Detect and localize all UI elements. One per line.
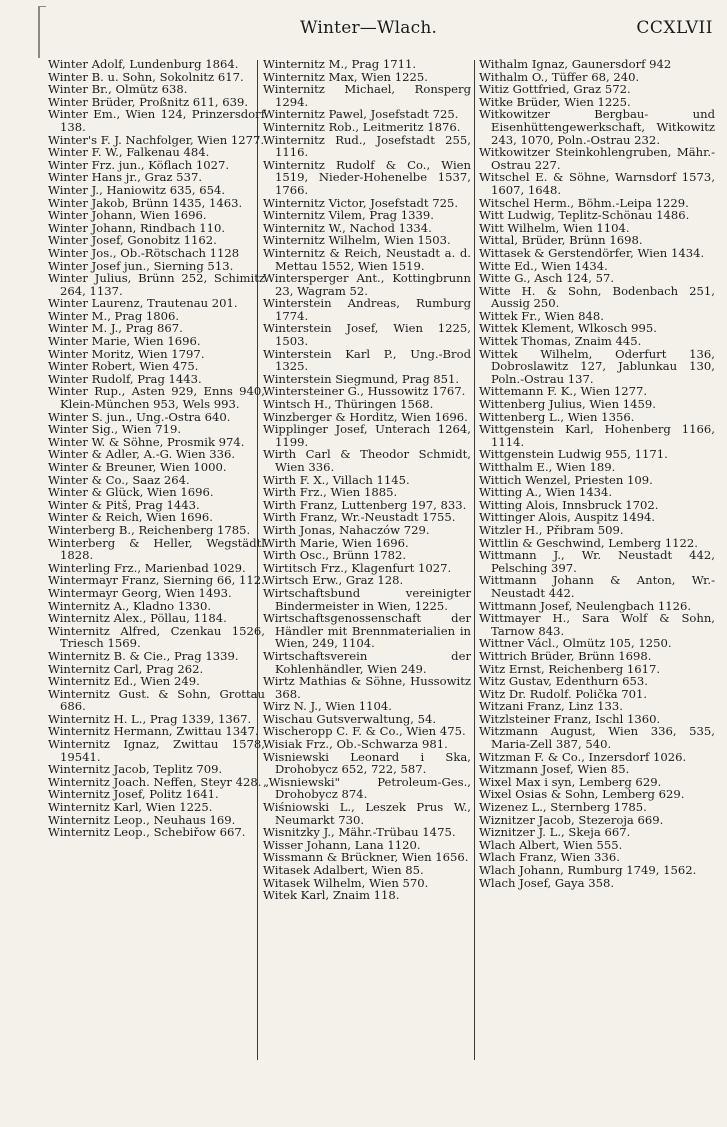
- directory-entry: Wittenberg Julius, Wien 1459.: [479, 397, 656, 412]
- directory-entry: Winter & Reich, Wien 1696.: [48, 510, 213, 525]
- directory-entry: Witt Ludwig, Teplitz-Schönau 1486.: [479, 208, 690, 223]
- column-left: [48, 58, 265, 839]
- directory-entry: Winternitz Rob., Leitmeritz 1876.: [263, 119, 461, 134]
- directory-entry: Winter Frz. jun., Köflach 1027.: [48, 157, 230, 172]
- directory-entry: Wirtschaftsbund vereinigter Bindermeister in Wien, 1225.: [263, 585, 471, 613]
- page-number: CCXLVII: [636, 18, 713, 38]
- directory-entry: Winter Adolf, Lundenburg 1864.: [48, 57, 239, 71]
- directory-entry: Winternitz Karl, Wien 1225.: [48, 800, 213, 815]
- directory-entry: Wittek Wilhelm, Oderfurt 136, Dobroslawitz 127, Jablunkau 130, Poln.-Ostrau 137.: [479, 346, 715, 386]
- directory-entry: Winter Rudolf, Prag 1443.: [48, 371, 202, 386]
- directory-entry: Winternitz Victor, Josefstadt 725.: [263, 195, 459, 210]
- directory-entry: Winter Moritz, Wien 1797.: [48, 346, 205, 361]
- directory-entry: Witasek Adalbert, Wien 85.: [263, 863, 424, 877]
- directory-entry: Winter's F. J. Nachfolger, Wien 1277.: [48, 132, 265, 147]
- directory-entry: Winter & Pitš, Prag 1443.: [48, 497, 200, 512]
- directory-entry: Wisiak Frz., Ob.-Schwarza 981.: [263, 737, 448, 752]
- directory-entry: Winternitz A., Kladno 1330.: [48, 598, 212, 613]
- directory-entry: Winterstein Karl P., Ung.-Brod 1325.: [263, 346, 471, 374]
- directory-entry: Winter & Glück, Wien 1696.: [48, 485, 214, 500]
- directory-entry: Wlach Johann, Rumburg 1749, 1562.: [479, 863, 697, 877]
- directory-entry: Winter W. & Söhne, Prosmik 974.: [48, 434, 245, 449]
- directory-entry: Winternitz Alex., Pöllau, 1184.: [48, 611, 227, 626]
- directory-entry: Winternitz Joach. Neffen, Steyr 428.: [48, 774, 262, 789]
- directory-entry: Wipplinger Josef, Unterach 1264, 1199.: [263, 422, 471, 449]
- directory-entry: Winterstein Andreas, Rumburg 1774.: [263, 296, 471, 323]
- directory-entry: Winter J., Haniowitz 635, 654.: [48, 182, 226, 197]
- directory-entry: Witte Ed., Wien 1434.: [479, 258, 608, 273]
- directory-entry: Winter Marie, Wien 1696.: [48, 334, 201, 349]
- directory-entry: Winter B. u. Sohn, Sokolnitz 617.: [48, 69, 244, 84]
- directory-entry: Witzani Franz, Linz 133.: [479, 699, 623, 714]
- directory-entry: Witthalm E., Wien 189.: [479, 460, 616, 474]
- directory-entry: Wiznitzer Jacob, Stezeroja 669.: [479, 812, 664, 827]
- directory-entry: Winternitz Ignaz, Zwittau 1578, 19541.: [48, 737, 265, 764]
- directory-entry: Wittmann Josef, Neulengbach 1126.: [479, 598, 692, 613]
- directory-entry: Wirtschaftsgenossenschaft der Händler mit Brennmaterialien in Wien, 249, 1104.: [263, 611, 471, 651]
- directory-entry: Wittlin & Geschwind, Lemberg 1122.: [479, 535, 698, 550]
- directory-entry: Winter Jakob, Brünn 1435, 1463.: [48, 195, 243, 210]
- directory-entry: Wittasek & Gerstendörfer, Wien 1434.: [479, 245, 705, 260]
- directory-entry: Witkowitzer Bergbau- und Eisenhüttengewerkschaft, Witkowitz 243, 1070, Poln.-Ostrau 232.: [479, 107, 715, 147]
- directory-entry: Winternitz Max, Wien 1225.: [263, 69, 428, 84]
- directory-entry: Wintsch H., Thüringen 1568.: [263, 397, 434, 412]
- directory-entry: Winternitz Wilhelm, Wien 1503.: [263, 233, 451, 248]
- directory-entry: Winter & Adler, A.-G. Wien 336.: [48, 447, 236, 462]
- directory-entry: Witkowitzer Steinkohlengruben, Mähr.-Ostrau 227.: [479, 145, 715, 172]
- directory-entry: Witz Ernst, Reichenberg 1617.: [479, 661, 661, 676]
- directory-entry: Winter Robert, Wien 475.: [48, 359, 199, 374]
- directory-entry: Witting A., Wien 1434.: [479, 485, 613, 500]
- directory-entry: Winter Em., Wien 124, Prinzersdorf 138.: [48, 107, 265, 134]
- directory-entry: Winternitz Ed., Wien 249.: [48, 674, 200, 689]
- directory-entry: Winter Rup., Asten 929, Enns 940, Klein-München 953, Wels 993.: [48, 384, 265, 412]
- column-middle: [263, 58, 471, 902]
- directory-entry: Wischau Gutsverwaltung, 54.: [263, 711, 437, 726]
- directory-entry: Wintermayr Franz, Sierning 66, 112.: [48, 573, 265, 588]
- directory-entry: Witzmann August, Wien 336, 535, Maria-Zell 387, 540.: [479, 724, 715, 752]
- directory-entry: Wittmayer H., Sara Wolf & Sohn, Tarnow 843.: [479, 611, 715, 638]
- directory-entry: Winterstein Siegmund, Prag 851.: [263, 371, 460, 386]
- directory-entry: Wittek Fr., Wien 848.: [479, 308, 604, 323]
- directory-entry: Winter Johann, Wien 1696.: [48, 208, 207, 223]
- directory-entry: Winter F. W., Falkenau 484.: [48, 145, 210, 160]
- directory-entry: Witek Karl, Znaim 118.: [263, 888, 400, 903]
- directory-entry: Wittgenstein Ludwig 955, 1171.: [479, 447, 668, 462]
- directory-entry: Winternitz W., Nachod 1334.: [263, 220, 432, 235]
- directory-entry: Witte H. & Sohn, Bodenbach 251, Aussig 250.: [479, 283, 715, 311]
- directory-entry: Winternitz Gust. & Sohn, Grottau 686.: [48, 686, 265, 714]
- directory-entry: Winter Josef jun., Sierning 513.: [48, 258, 234, 273]
- directory-entry: Wittmann Johann & Anton, Wr.-Neustadt 442.: [479, 573, 715, 600]
- directory-entry: Withalm O., Tüffer 68, 240.: [479, 69, 640, 84]
- directory-entry: Wittek Klement, Wlkosch 995.: [479, 321, 657, 336]
- directory-entry: Winter Sig., Wien 719.: [48, 422, 182, 437]
- directory-entry: Witzman F. & Co., Inzersdorf 1026.: [479, 749, 687, 764]
- directory-entry: Winter Laurenz, Trautenau 201.: [48, 296, 238, 311]
- directory-entry: Winternitz B. & Cie., Prag 1339.: [48, 648, 239, 663]
- directory-entry: Winternitz Josef, Politz 1641.: [48, 787, 219, 802]
- column-right: [479, 58, 715, 889]
- directory-entry: Winterling Frz., Marienbad 1029.: [48, 560, 246, 575]
- directory-entry: Winterberg & Heller, Wegstädtl 1828.: [48, 535, 265, 563]
- directory-entry: Winternitz H. L., Prag 1339, 1367.: [48, 711, 252, 726]
- directory-entry: Winternitz Leop., Schebiřow 667.: [48, 825, 246, 840]
- directory-entry: Wlach Franz, Wien 336.: [479, 850, 620, 865]
- directory-entry: Witke Brüder, Wien 1225.: [479, 94, 631, 109]
- directory-entry: Wizenez L., Sternberg 1785.: [479, 800, 647, 815]
- directory-entry: Winter Johann, Rindbach 110.: [48, 220, 226, 235]
- directory-entry: Witz Gustav, Edenthurn 653.: [479, 674, 648, 689]
- directory-entry: Winternitz Rud., Josefstadt 255, 1116.: [263, 132, 471, 160]
- directory-entry: Wittemann F. K., Wien 1277.: [479, 384, 648, 399]
- directory-entry: Wixel Max i syn, Lemberg 629.: [479, 774, 662, 789]
- directory-entry: Wirth Jonas, Nahaczów 729.: [263, 522, 430, 537]
- directory-entry: Wintermayr Georg, Wien 1493.: [48, 585, 232, 600]
- directory-entry: Wittgenstein Karl, Hohenberg 1166, 1114.: [479, 422, 715, 449]
- directory-entry: Winter Br., Olmütz 638.: [48, 82, 188, 97]
- directory-entry: Wittner Václ., Olmütz 105, 1250.: [479, 636, 672, 651]
- column-divider: [474, 60, 475, 1060]
- directory-entry: Winternitz Michael, Ronsperg 1294.: [263, 82, 471, 109]
- directory-entry: Wirth Frz., Wien 1885.: [263, 485, 398, 500]
- directory-entry: Winternitz Jacob, Teplitz 709.: [48, 762, 223, 777]
- directory-entry: Wirz N. J., Wien 1104.: [263, 699, 392, 714]
- directory-entry: Wittenberg L., Wien 1356.: [479, 409, 635, 424]
- directory-entry: Wisser Johann, Lana 1120.: [263, 837, 421, 852]
- directory-entry: Winter & Co., Saaz 264.: [48, 472, 190, 487]
- directory-entry: Wisnitzky J., Mähr.-Trübau 1475.: [263, 825, 456, 840]
- directory-entry: Winter S. jun., Ung.-Ostra 640.: [48, 409, 231, 424]
- directory-entry: Witzler H., Přibram 509.: [479, 522, 624, 537]
- directory-entry: Wixel Osias & Sohn, Lemberg 629.: [479, 787, 685, 802]
- directory-entry: Witte G., Asch 124, 57.: [479, 271, 615, 286]
- directory-entry: Withalm Ignaz, Gaunersdorf 942: [479, 57, 672, 71]
- directory-entry: Wissmann & Brückner, Wien 1656.: [263, 850, 469, 865]
- directory-entry: Winternitz Pawel, Josefstadt 725.: [263, 107, 459, 122]
- directory-entry: Witasek Wilhelm, Wien 570.: [263, 875, 429, 890]
- directory-entry: Winternitz M., Prag 1711.: [263, 57, 417, 71]
- directory-entry: Winter Hans jr., Graz 537.: [48, 170, 203, 185]
- directory-entry: Winzberger & Horditz, Wien 1696.: [263, 409, 468, 424]
- directory-entry: Winternitz Vilem, Prag 1339.: [263, 208, 434, 223]
- directory-entry: Wittmann J., Wr. Neustadt 442, Pelsching 397.: [479, 548, 715, 575]
- directory-entry: Witzlsteiner Franz, Ischl 1360.: [479, 711, 661, 726]
- directory-entry: Wirth F. X., Villach 1145.: [263, 472, 410, 487]
- directory-entry: Wirtsch Erw., Graz 128.: [263, 573, 404, 588]
- directory-entry: Wirth Carl & Theodor Schmidt, Wien 336.: [263, 447, 471, 474]
- directory-entry: Wittek Thomas, Znaim 445.: [479, 334, 642, 349]
- page-title: Winter—Wlach.: [300, 18, 438, 38]
- directory-entry: Winternitz Carl, Prag 262.: [48, 661, 204, 676]
- directory-entry: Wirth Marie, Wien 1696.: [263, 535, 409, 550]
- directory-entry: Winternitz Rudolf & Co., Wien 1519, Nieder-Hohenelbe 1537, 1766.: [263, 157, 471, 197]
- directory-entry: Wirtz Mathias & Söhne, Hussowitz 368.: [263, 674, 471, 701]
- directory-entry: Witiz Gottfried, Graz 572.: [479, 82, 631, 97]
- directory-entry: Witt Wilhelm, Wien 1104.: [479, 220, 630, 235]
- directory-entry: Witting Alois, Innsbruck 1702.: [479, 497, 659, 512]
- directory-entry: Wiśniowski L., Leszek Prus W., Neumarkt 730.: [263, 800, 471, 827]
- directory-entry: Wittal, Brüder, Brünn 1698.: [479, 233, 643, 248]
- directory-entry: Wlach Albert, Wien 555.: [479, 837, 623, 852]
- directory-entry: Winternitz Hermann, Zwittau 1347.: [48, 724, 259, 739]
- directory-entry: Winter Jos., Ob.-Rötschach 1128: [48, 245, 240, 260]
- directory-entry: Wlach Josef, Gaya 358.: [479, 875, 615, 890]
- directory-entry: Wittrich Brüder, Brünn 1698.: [479, 648, 652, 663]
- directory-entry: Wirth Franz, Luttenberg 197, 833.: [263, 497, 467, 512]
- directory-entry: „Wisniewski" Petroleum-Ges., Drohobycz 874.: [263, 774, 471, 802]
- directory-entry: Witzmann Josef, Wien 85.: [479, 762, 630, 777]
- directory-entry: Winternitz & Reich, Neustadt a. d. Mettau 1552, Wien 1519.: [263, 245, 471, 273]
- directory-entry: Wirth Franz, Wr.-Neustadt 1755.: [263, 510, 456, 525]
- directory-entry: Wirtschaftsverein der Kohlenhändler, Wien 249.: [263, 648, 471, 676]
- directory-entry: Wisniewski Leonard i Ska, Drohobycz 652, 722, 587.: [263, 749, 471, 777]
- directory-entry: Winternitz Alfred, Czenkau 1526, Triesch 1569.: [48, 623, 265, 651]
- directory-entry: Winter M. J., Prag 867.: [48, 321, 183, 336]
- directory-entry: Witschel E. & Söhne, Warnsdorf 1573, 1607, 1648.: [479, 170, 715, 197]
- directory-entry: Wiznitzer J. L., Skeja 667.: [479, 825, 631, 840]
- directory-entry: Wischeropp C. F. & Co., Wien 475.: [263, 724, 466, 739]
- directory-entry: Witschel Herm., Böhm.-Leipa 1229.: [479, 195, 689, 210]
- directory-entry: Winter & Breuner, Wien 1000.: [48, 460, 227, 474]
- directory-entry: Winterstein Josef, Wien 1225, 1503.: [263, 321, 471, 349]
- directory-entry: Wittich Wenzel, Priesten 109.: [479, 472, 653, 487]
- directory-entry: Winter Josef, Gonobitz 1162.: [48, 233, 217, 248]
- directory-entry: Winter Julius, Brünn 252, Schimitz 264, 1137.: [48, 271, 265, 298]
- directory-entry: Winter Brüder, Proßnitz 611, 639.: [48, 94, 249, 109]
- directory-entry: Wintersteiner G., Hussowitz 1767.: [263, 384, 466, 399]
- directory-entry: Winternitz Leop., Neuhaus 169.: [48, 812, 236, 827]
- directory-entry: Winterberg B., Reichenberg 1785.: [48, 522, 251, 537]
- margin-mark: [38, 6, 46, 7]
- directory-entry: Wirth Osc., Brünn 1782.: [263, 548, 407, 563]
- directory-entry: Wirtitsch Frz., Klagenfurt 1027.: [263, 560, 452, 575]
- page-header: [0, 18, 727, 44]
- directory-entry: Wittinger Alois, Auspitz 1494.: [479, 510, 656, 525]
- directory-entry: Winter M., Prag 1806.: [48, 308, 180, 323]
- directory-entry: Wintersperger Ant., Kottingbrunn 23, Wagram 52.: [263, 271, 471, 298]
- directory-entry: Witz Dr. Rudolf. Polička 701.: [479, 686, 648, 701]
